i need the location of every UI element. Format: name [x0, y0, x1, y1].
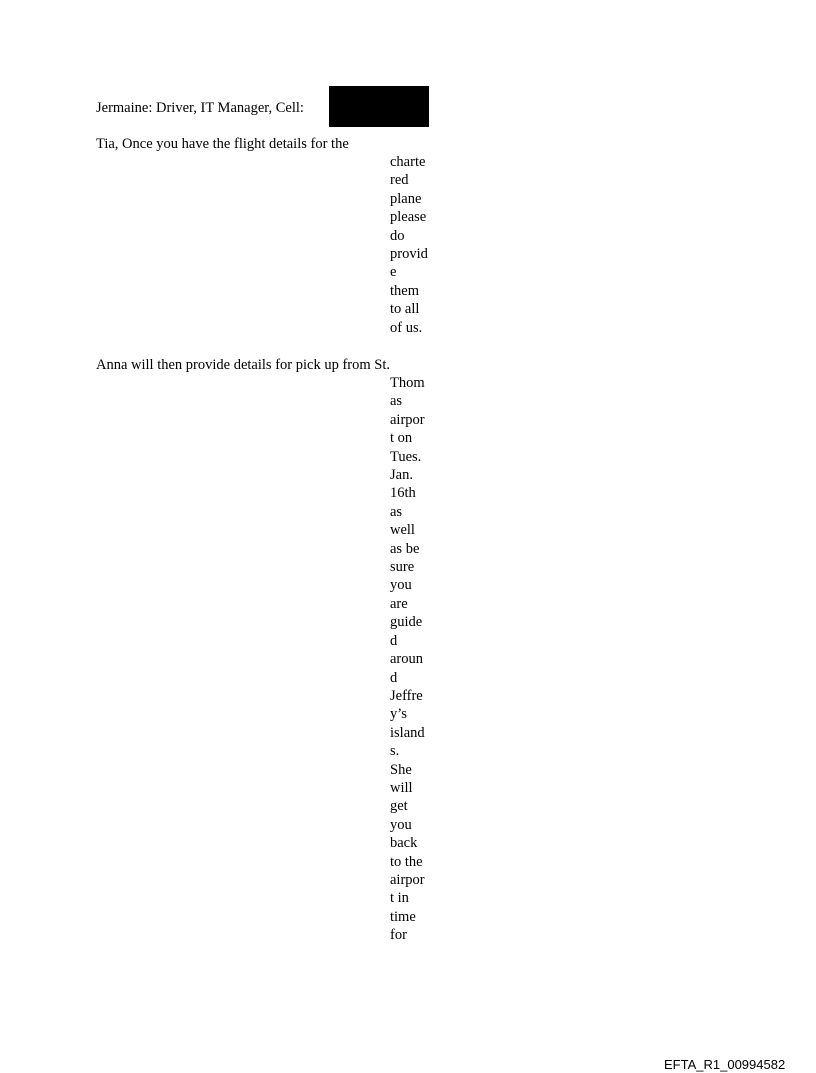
column-line: charte	[390, 154, 426, 170]
column-line: you	[390, 577, 412, 594]
column-line: do	[390, 227, 405, 244]
column-line: d	[390, 669, 398, 686]
column-line: d	[390, 632, 398, 649]
column-line: time	[390, 908, 416, 925]
column-line: to the	[390, 853, 423, 870]
column-line: are	[390, 595, 408, 612]
column-line: please	[390, 209, 427, 226]
column-line: guide	[390, 614, 423, 631]
column-line: to all	[390, 301, 420, 318]
column-line: provid	[390, 246, 428, 263]
column-line: e	[390, 264, 397, 281]
paragraph-2-lead: Anna will then provide details for pick up from St.	[96, 357, 390, 373]
column-line: will	[390, 779, 413, 796]
document-id-footer: EFTA_R1_00994582	[664, 1057, 786, 1072]
column-line: them	[390, 282, 419, 299]
paragraph-1-column	[390, 153, 440, 337]
column-line: as be	[390, 540, 420, 557]
column-line: s.	[390, 743, 400, 760]
column-line: She	[390, 761, 412, 778]
column-line: sure	[390, 559, 415, 576]
column-line: back	[390, 835, 418, 852]
contact-line: Jermaine: Driver, IT Manager, Cell:	[96, 100, 304, 116]
column-line: t on	[390, 430, 413, 447]
column-line: t in	[390, 890, 409, 907]
column-line: for	[390, 927, 407, 944]
paragraph-2-column	[390, 374, 440, 945]
column-line: 16th	[390, 485, 416, 502]
column-line: get	[390, 798, 408, 815]
column-line: Tues.	[390, 448, 422, 465]
column-line: red	[390, 172, 409, 189]
column-line: well	[390, 522, 415, 539]
column-line: y’s	[390, 706, 407, 723]
column-line: airpor	[390, 411, 425, 428]
column-line: you	[390, 816, 412, 833]
column-line: airpor	[390, 871, 425, 888]
paragraph-1-lead: Tia, Once you have the flight details for the	[96, 136, 349, 152]
column-line: as	[390, 393, 403, 410]
column-line: Thom	[390, 375, 425, 391]
column-line: Jeffre	[390, 687, 423, 704]
redaction-box	[329, 86, 429, 127]
column-line: Jan.	[390, 467, 413, 484]
column-line: aroun	[390, 651, 424, 668]
column-line: of us.	[390, 319, 423, 336]
column-line: as	[390, 503, 403, 520]
column-line: plane	[390, 190, 422, 207]
column-line: island	[390, 724, 425, 741]
